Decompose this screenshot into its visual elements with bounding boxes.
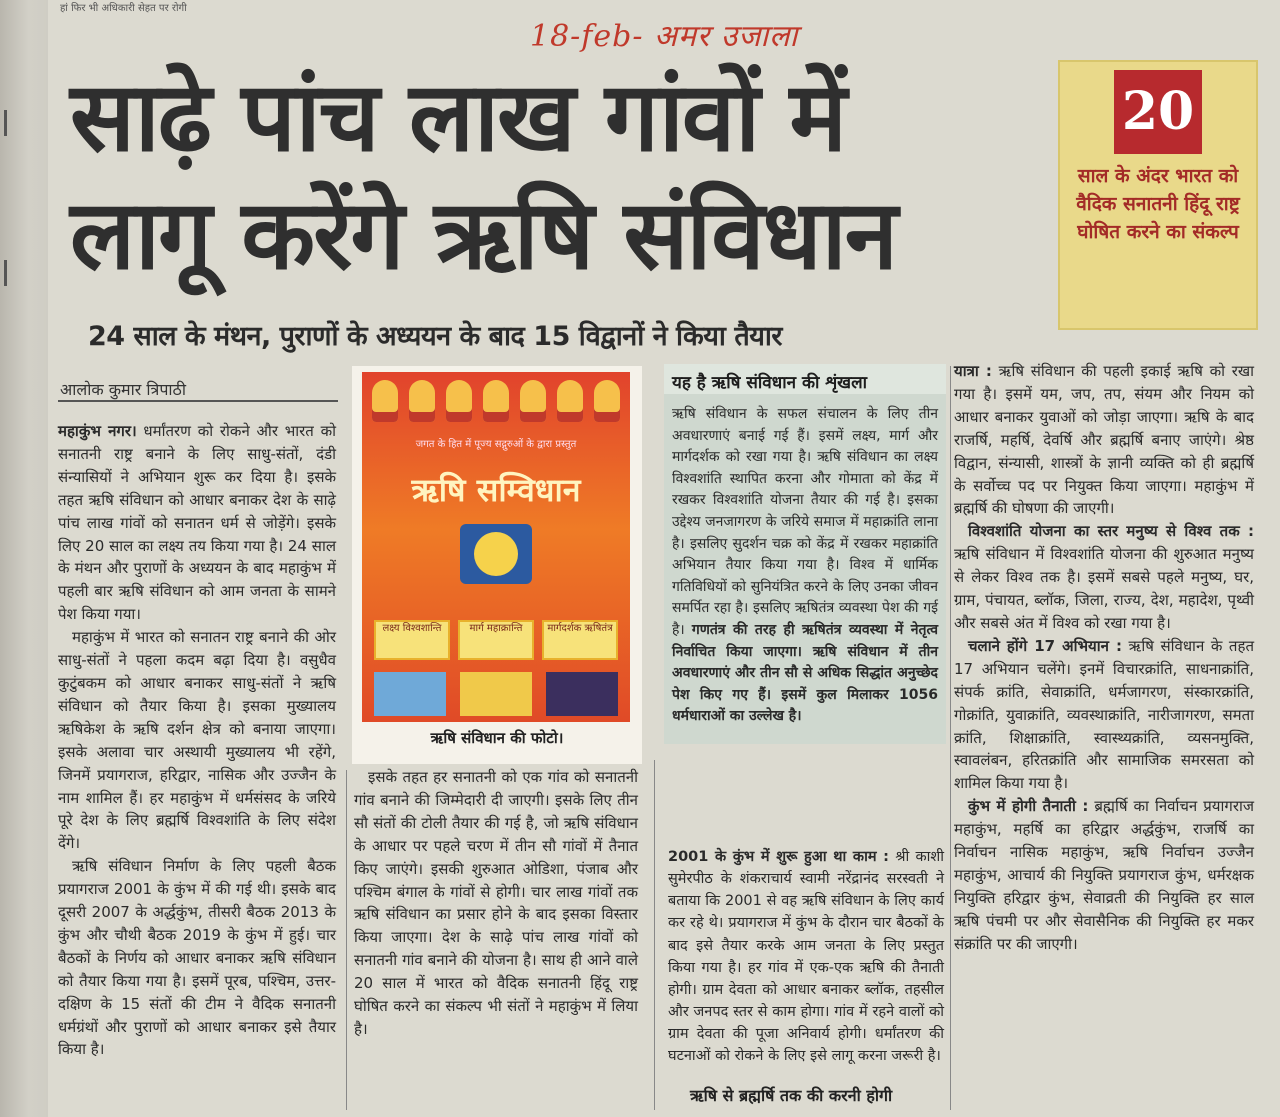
dateline: महाकुंभ नगर। [58,422,137,440]
paragraph: ऋषि संविधान निर्माण के लिए पहली बैठक प्रयागराज 2001 के कुंभ में की गई थी। इसके बाद दूसरी 2007 के अर्द्धकुंभ, तीसरी बैठक 2013 के कुंभ और चौथी बैठक 2019 के कुंभ में हुई। चार बैठकों के निर्णय को आधार बनाकर ऋषि संविधान को तैयार किया गया है। इसमें पूरब, पश्चिम, उत्तर-दक्षिण के 15 संतों की टीम ने वैदिक सनातनी धर्मग्रंथों और पुराणों को आधार बनाकर इसे तैयार किया है। [58,857,336,1059]
paragraph: श्री काशी सुमेरपीठ के शंकराचार्य स्वामी नरेंद्रानंद सरस्वती ने बताया कि 2001 से वह ऋषि संविधान के लिए कार्य कर रहे थे। प्रयागराज में कुंभ के दौरान चार बैठकों के बाद इसे तैयार करके आम जनता के लिए प्रस्तुत किया गया है। हर गांव में एक-एक ऋषि की तैनाती होगी। ग्राम देवता को आधार बनाकर ब्लॉक, तहसील और जनपद स्तर से काम होगा। गांव में रहने वालों को ग्राम देवता की पूजा अनिवार्य होगी। धर्मांतरण की घटनाओं को रोकने के लिए इसे लागू करना जरूरी है। [668,849,945,1065]
subsection-heading: यात्रा : [954,362,992,380]
paragraph: महाकुंभ में भारत को सनातन राष्ट्र बनाने की ओर साधु-संतों ने पहला कदम बढ़ा दिया है। वसुधैव कुटुंबकम को आधार बनाकर साधु-संतों ने ऋषि संविधान को तैयार किया है। इसका मुख्यालय ऋषिकेश के ऋषि दर्शन क्षेत्र को बनाया जाएगा। इसके अलावा चार अस्थायी मुख्यालय भी रहेंगे, जिनमें प्रयागराज, हरिद्वार, नासिक और उज्जैन के नाम शामिल हैं। हर महाकुंभ में धर्मसंसद के जरिये पूरे देश के लिए ब्रह्मर्षि विश्वशांति के लिए संदेश देंगे। [58,628,336,853]
paragraph: ऋषि संविधान के तहत 17 अभियान चलेंगे। इनमें विचारक्रांति, साधनाक्रांति, संपर्क क्रांति, सेवाक्रांति, धर्मजागरण, संस्कारक्रांति, गोक्रांति, युवाक्रांति, व्यवस्थाक्रांति, नारीजागरण, समता क्रांति, शिक्षाक्रांति, स्वास्थ्यक्रांति, व्यसनमुक्ति, स्वावलंबन, हरितक्रांति और सामाजिक समरसता को शामिल किया गया है। [954,636,1254,793]
subsection-heading: विश्वशांति योजना का स्तर मनुष्य से विश्व तक : [968,522,1254,541]
sage-figures [372,380,620,428]
article-column-3 [668,846,944,1067]
column-divider [654,760,655,1110]
poster-box: मार्ग महाक्रान्ति [458,620,534,660]
poster-box: मार्गदर्शक ऋषितंत्र [542,620,618,660]
sidebox-heading: यह है ऋषि संविधान की शृंखला [664,364,946,394]
byline-rule [58,400,338,402]
poster-concept-boxes [374,620,618,660]
poster-tagline: जगत के हित में पूज्य सद्गुरुओं के द्वारा प्रस्तुत [415,439,577,450]
paragraph: ऋषि संविधान की पहली इकाई ऋषि को रखा गया है। इसमें यम, जप, तप, संयम और नियम को आधार बनाकर युवाओं को जोड़ा जाएगा। ऋषि के बाद राजर्षि, महर्षि, देवर्षि और ब्रह्मर्षि बनाए जाएंगे। श्रेष्ठ विद्वान, संन्यासी, शास्त्रों के ज्ञानी व्यक्ति को ही ब्रह्मर्षि के सर्वोच्च पद पर नियुक्त किया जाएगा। महाकुंभ में ब्रह्मर्षि की घोषणा की जाएगी। [954,362,1254,518]
column-divider [950,366,951,1110]
poster-image [460,672,532,716]
info-sidebox [664,364,946,744]
paragraph: इसके तहत हर सनातनी को एक गांव को सनातनी गांव बनाने की जिम्मेदारी दी जाएगी। इसके लिए तीन सौ संतों की टोली तैयार की गई है, जो ऋषि संविधान के आधार पर पहले चरण में तीन सौ गांवों में तैनात किए जाएंगे। इसकी शुरुआत ओडिशा, पंजाब और पश्चिम बंगाल के गांवों से होगी। चार लाख गांवों तक ऋषि संविधान का प्रसार होने के बाद इसका विस्तार किया जाएगा। देश के साढ़े पांच लाख गांवों को सनातनी गांव बनाने की योजना है। साथ ही आने वाले 20 साल में भारत को वैदिक सनातनी हिंदू राष्ट्र घोषित करने का संकल्प भी संतों ने महाकुंभ में लिया है। [354,768,638,1038]
poster-images [374,672,618,716]
subsection-heading: 2001 के कुंभ में शुरू हुआ था काम : [668,849,889,865]
poster-box: लक्ष्य विश्वशान्ति [374,620,450,660]
article-column-4 [954,360,1254,956]
continued-subheading: ऋषि से ब्रह्मर्षि तक की करनी होगी [690,1086,893,1105]
news-photo [352,366,642,764]
byline: आलोक कुमार त्रिपाठी [60,380,186,399]
page-fold-edge [0,0,48,1117]
subsection-heading: चलाने होंगे 17 अभियान : [968,636,1122,655]
subheadline: 24 साल के मंथन, पुराणों के अध्ययन के बाद 15 विद्वानों ने किया तैयार [88,321,782,352]
article-column-2 [354,766,638,1041]
paragraph: धर्मांतरण को रोकने और भारत को सनातनी राष्ट्र बनाने के लिए साधु-संतों, दंडी संन्यासियों ने अभियान शुरू कर दिया है। इसके तहत ऋषि संविधान को आधार बनाकर देश के साढ़े पांच लाख गांवों को सनातन धर्म से जोड़ेंगे। इसके लिए 20 साल का लक्ष्य तय किया गया है। 24 साल के मंथन और पुराणों के अध्ययन के बाद महाकुंभ में पहली बार ऋषि संविधान को आम जनता के सामने पेश किया गया। [58,422,336,624]
highlight-box [1058,60,1258,330]
article-column-1 [58,420,336,1061]
poster-image [546,672,618,716]
headline-line-1: साढ़े पांच लाख गांवों में [70,61,845,173]
paragraph: ब्रह्मर्षि का निर्वाचन प्रयागराज महाकुंभ, महर्षि का हरिद्वार अर्द्धकुंभ, राजर्षि का निर्वाचन नासिक महाकुंभ, ऋषि निर्वाचन उज्जैन महाकुंभ, आचार्य की नियुक्ति प्रयागराज कुंभ, धर्मरक्षक नियुक्ति हरिद्वार कुंभ, सेवाव्रती की नियुक्ति हर साल ऋषि पंचमी पर और सेवासैनिक की नियुक्ति हर मकर संक्रांति पर की जाएगी। [954,797,1254,953]
headline-line-2: लागू करेंगे ऋषि संविधान [70,179,896,291]
handwritten-date-note: 18-feb- अमर उजाला [530,19,799,54]
fold-mark [4,110,7,136]
highlight-number: 20 [1114,70,1202,154]
column-divider [346,770,347,1110]
paragraph: ऋषि संविधान में विश्वशांति योजना की शुरुआत मनुष्य से लेकर विश्व तक है। इसमें सबसे पहले मनुष्य, घर, ग्राम, पंचायत, ब्लॉक, जिला, राज्य, देश, महादेश, पृथ्वी और सबसे अंत में विश्व को रखा गया है। [954,545,1254,632]
poster-title: ऋषि सम्विधान [411,471,581,509]
sidebox-text-bold: गणतंत्र की तरह ही ऋषितंत्र व्यवस्था में नेतृत्व निर्वाचित किया जाएगा। ऋषि संविधान में तीन अवधारणाएं और तीन सौ से अधिक सिद्धांत अनुच्छेद पेश किए गए हैं। इसमें कुल मिलाकर 1056 धर्मधाराओं का उल्लेख है। [672,621,938,725]
highlight-text: साल के अंदर भारत को वैदिक सनातनी हिंदू राष्ट्र घोषित करने का संकल्प [1076,165,1240,243]
sidebox-body [672,404,938,728]
previous-story-strip: हां फिर भी अधिकारी सेहत पर रोगी [60,3,187,14]
photo-caption: ऋषि संविधान की फोटो। [430,729,564,747]
subsection-heading: कुंभ में होगी तैनाती : [968,797,1089,816]
fold-mark [4,260,7,286]
rishi-constitution-poster [362,372,630,722]
sidebox-text: ऋषि संविधान के सफल संचालन के लिए तीन अवधारणाएं बनाई गई हैं। इसमें लक्ष्य, मार्ग और मार्गदर्शक को रखा गया है। ऋषि संविधान का लक्ष्य विश्वशांति स्थापित करना और गोमाता को केंद्र में रखकर विश्वशांति योजना तैयार की गई है। इसका उद्देश्य जनजागरण के जरिये समाज में महाक्रांति लाना है। इसलिए सुदर्शन चक्र को केंद्र में रखकर महाक्रांति अभियान तैयार किया गया है। विश्व में धार्मिक गतिविधियों को सुनियंत्रित करने के लिए उनका जीवन समर्पित रहा है। इसलिए ऋषितंत्र व्यवस्था पेश की गई है। [672,406,938,638]
emblem-icon [460,524,532,584]
poster-image [374,672,446,716]
